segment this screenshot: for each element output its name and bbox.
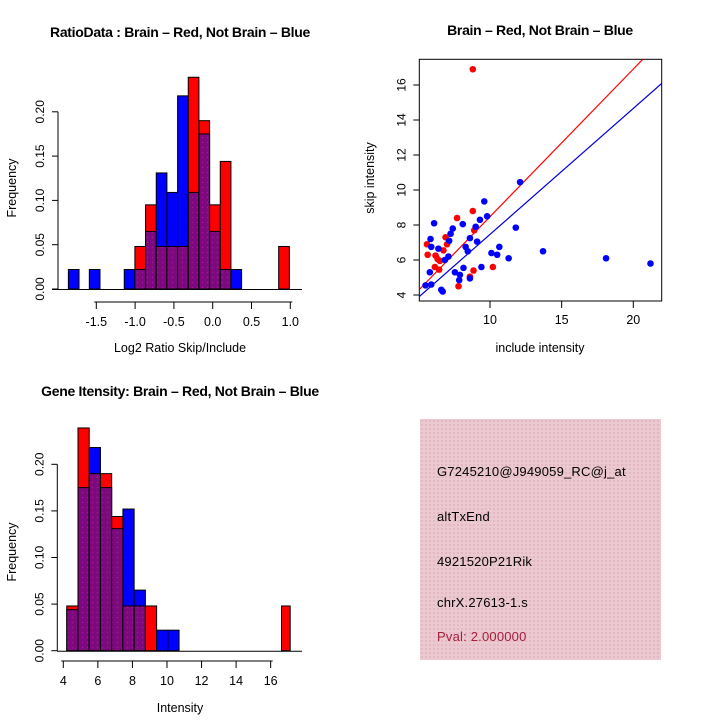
scatter-point-blue <box>439 288 446 295</box>
scatter-point-blue <box>540 248 547 255</box>
scatter-point-blue <box>427 236 434 243</box>
chart-title: RatioData : Brain – Red, Not Brain – Blue <box>50 24 310 40</box>
hist-bar-overlap <box>199 134 210 289</box>
hist-bar-blue <box>231 270 242 289</box>
hist-bar-overlap <box>146 231 157 289</box>
p-gene-chart <box>0 360 360 720</box>
x-tick-label: -1.0 <box>124 315 146 329</box>
y-tick-label: 16 <box>394 78 409 92</box>
hist-bar-overlap <box>100 488 111 651</box>
scatter-point-blue <box>446 237 453 244</box>
ratio-histogram-panel <box>0 0 360 360</box>
event-type-text: altTxEnd <box>437 509 490 524</box>
x-tick-label: -0.5 <box>163 315 185 329</box>
hist-bar-overlap <box>134 606 145 651</box>
hist-bar-overlap <box>112 529 123 651</box>
y-tick-label: 12 <box>394 148 409 162</box>
scatter-point-blue <box>428 281 435 288</box>
x-tick-label: 20 <box>626 313 641 327</box>
y-axis-title: Frequency <box>5 522 19 582</box>
hist-bar-overlap <box>123 606 134 651</box>
x-tick-label: -1.5 <box>85 315 108 329</box>
intensity-scatter-panel <box>360 0 720 360</box>
scatter-point-red <box>436 266 443 273</box>
hist-bar-overlap <box>220 270 231 289</box>
x-axis-title: Intensity <box>156 701 204 715</box>
hist-bar-overlap <box>78 488 89 651</box>
scatter-point-blue <box>505 255 512 262</box>
scatter-point-blue <box>467 235 474 242</box>
y-tick-label: 0.05 <box>32 592 47 616</box>
info-panel <box>360 360 720 720</box>
x-tick-label: 12 <box>194 674 209 688</box>
scatter-point-blue <box>647 260 654 267</box>
y-tick-label: 10 <box>394 183 409 197</box>
y-tick-label: 0.10 <box>33 188 47 213</box>
scatter-point-blue <box>459 221 466 228</box>
scatter-point-red <box>454 215 461 222</box>
x-tick-label: 4 <box>59 674 67 688</box>
y-axis-title: Frequency <box>5 158 19 218</box>
hist-bar-blue <box>89 270 100 289</box>
scatter-point-blue <box>460 265 467 272</box>
regression-line-blue <box>419 83 662 297</box>
p-scatter-chart <box>360 0 720 360</box>
x-tick-label: 0.5 <box>242 315 261 329</box>
y-axis-title: skip intensity <box>363 142 377 214</box>
y-tick-label: 0.00 <box>33 277 47 301</box>
regression-line-red <box>419 59 643 290</box>
x-tick-label: 14 <box>229 674 244 688</box>
y-tick-label: 0.15 <box>33 144 47 168</box>
scatter-point-blue <box>464 248 471 255</box>
gene-histogram-panel <box>0 360 360 720</box>
chart-title: Gene Itensity: Brain – Red, Not Brain – Blue <box>41 383 319 399</box>
scatter-point-blue <box>478 264 485 271</box>
x-tick-label: 8 <box>128 674 136 688</box>
hist-bar-blue <box>68 270 79 289</box>
y-tick-label: 8 <box>394 221 409 229</box>
scatter-point-red <box>470 66 477 73</box>
hist-bar-overlap <box>188 192 199 289</box>
scatter-point-blue <box>496 244 503 251</box>
hist-bar-blue <box>157 630 168 651</box>
scatter-point-red <box>424 251 431 258</box>
y-tick-label: 0.20 <box>32 452 47 476</box>
scatter-point-red <box>455 283 462 290</box>
scatter-point-blue <box>512 224 519 231</box>
hist-bar-blue <box>124 270 135 289</box>
scatter-point-blue <box>422 282 429 289</box>
y-tick-label: 0.15 <box>32 499 47 523</box>
locus-id-text: chrX.27613-1.s <box>437 595 528 610</box>
scatter-point-blue <box>427 269 434 276</box>
y-tick-label: 0.10 <box>32 545 47 570</box>
hist-bar-red <box>282 606 291 651</box>
scatter-point-blue <box>472 223 479 230</box>
y-tick-label: 0.00 <box>32 639 47 663</box>
scatter-point-blue <box>456 277 463 284</box>
scatter-point-blue <box>452 269 459 276</box>
chart-title: Brain – Red, Not Brain – Blue <box>447 22 633 38</box>
scatter-point-blue <box>431 220 438 227</box>
y-tick-label: 14 <box>394 113 409 127</box>
hist-bar-overlap <box>178 246 189 289</box>
scatter-point-blue <box>428 244 435 251</box>
x-axis-title: include intensity <box>495 341 585 355</box>
hist-bar-overlap <box>156 246 167 289</box>
hist-bar-overlap <box>135 270 146 289</box>
p-ratio-chart <box>0 0 360 360</box>
x-tick-label: 0.0 <box>204 315 222 329</box>
pval-text: Pval: 2.000000 <box>437 629 527 644</box>
scatter-point-blue <box>447 230 454 237</box>
scatter-point-blue <box>467 275 474 282</box>
x-tick-label: 10 <box>483 313 497 327</box>
x-axis-title: Log2 Ratio Skip/Include <box>113 341 247 355</box>
hist-bar-overlap <box>167 246 178 289</box>
scatter-point-blue <box>494 251 501 258</box>
scatter-point-blue <box>517 179 524 186</box>
x-tick-label: 1.0 <box>281 315 299 329</box>
scatter-point-blue <box>603 255 610 262</box>
hist-bar-overlap <box>89 474 100 651</box>
scatter-point-blue <box>474 238 481 245</box>
hist-bar-blue <box>168 630 179 651</box>
gene-info-box <box>420 419 661 660</box>
hist-bar-red <box>145 606 156 651</box>
x-tick-label: 6 <box>94 674 102 688</box>
scatter-point-blue <box>477 216 484 223</box>
gene-name-text: 4921520P21Rik <box>437 554 533 569</box>
scatter-point-red <box>470 267 477 274</box>
x-tick-label: 10 <box>160 674 174 688</box>
y-tick-label: 0.20 <box>33 100 47 124</box>
scatter-point-red <box>490 264 497 271</box>
scatter-point-blue <box>445 253 452 260</box>
y-tick-label: 6 <box>394 256 409 264</box>
y-tick-label: 0.05 <box>33 233 47 257</box>
scatter-point-blue <box>481 198 488 205</box>
scatter-point-blue <box>484 213 491 220</box>
y-tick-label: 4 <box>394 291 409 299</box>
hist-bar-red <box>279 246 290 289</box>
scatter-point-blue <box>435 245 442 252</box>
x-tick-label: 16 <box>263 674 278 688</box>
scatter-point-red <box>470 208 477 215</box>
scatter-point-blue <box>488 250 495 257</box>
hist-bar-overlap <box>210 231 221 289</box>
x-tick-label: 15 <box>554 313 569 327</box>
probe-id-text: G7245210@J949059_RC@j_at <box>437 464 626 479</box>
hist-bar-overlap <box>67 610 78 651</box>
